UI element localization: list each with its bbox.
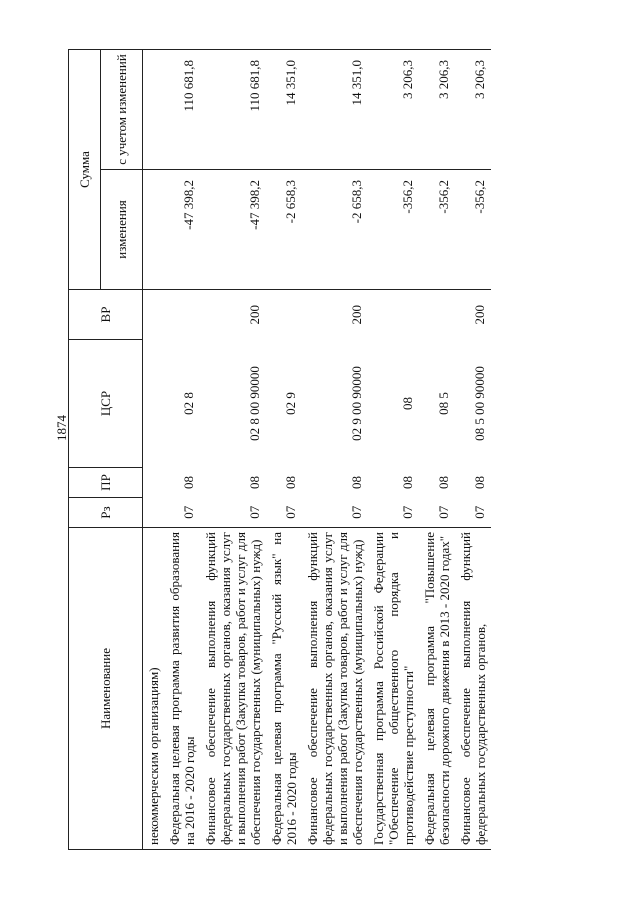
cell-change: -356,2: [368, 170, 419, 290]
cell-name: Государственная программа Российской Федерации "Обеспечение общественного порядка и противодействие преступности": [368, 528, 419, 850]
cell-change: -47 398,2: [200, 170, 266, 290]
cell-name: Федеральная целевая программа "Русский язык" на 2016 - 2020 годы: [266, 528, 302, 850]
cell-total: 3 206,3: [368, 50, 419, 170]
header-pr: ПР: [69, 468, 143, 498]
cell-vr: 200: [455, 290, 491, 340]
cell-vr: [143, 290, 165, 340]
table-row: [200, 50, 266, 850]
cell-vr: [419, 290, 455, 340]
budget-table-page: [68, 50, 583, 850]
cell-csr: 08 5: [436, 392, 451, 415]
cell-vr: 200: [302, 290, 368, 340]
cell-vr: 200: [200, 290, 266, 340]
cell-total: 3 206,3: [455, 50, 491, 170]
cell-vr: [164, 290, 200, 340]
budget-table: [68, 49, 491, 850]
header-change: изменения: [101, 170, 143, 290]
cell-csr: 02 9 00 90000: [349, 366, 364, 441]
cell-change: -356,2: [419, 170, 455, 290]
cell-pr: 08: [349, 476, 364, 489]
cell-rz: 07: [400, 505, 415, 519]
cell-pr: [143, 468, 165, 498]
cell-change: -356,2: [455, 170, 491, 290]
table-header: [69, 50, 143, 850]
table-row: [164, 50, 200, 850]
cell-csr: 08: [400, 397, 415, 410]
cell-name: некоммерческим организациям): [143, 528, 165, 850]
cell-rz: [143, 498, 165, 528]
cell-name: Федеральная целевая программа развития образования на 2016 - 2020 годы: [164, 528, 200, 850]
table-row: [302, 50, 368, 850]
cell-total: [143, 50, 165, 170]
cell-name: Финансовое обеспечение выполнения функций федеральных государственных органов,: [455, 528, 491, 850]
cell-rz: 07: [247, 505, 262, 519]
cell-total: 3 206,3: [419, 50, 455, 170]
table-body: [143, 50, 492, 850]
cell-name: Федеральная целевая программа "Повышение безопасности дорожного движения в 2013 - 2020 годах": [419, 528, 455, 850]
header-rz: Рз: [69, 498, 143, 528]
cell-pr: 08: [400, 476, 415, 489]
cell-vr: [368, 290, 419, 340]
cell-rz: 07: [472, 505, 487, 519]
table-row: [419, 50, 455, 850]
cell-rz: 07: [436, 505, 451, 519]
cell-total: 14 351,0: [266, 50, 302, 170]
cell-csr: 02 8: [181, 392, 196, 415]
cell-pr: 08: [436, 476, 451, 489]
cell-pr: 08: [181, 476, 196, 489]
table-row: [143, 50, 165, 850]
header-csr: ЦСР: [69, 340, 143, 468]
cell-total: 14 351,0: [302, 50, 368, 170]
header-vr: ВР: [69, 290, 143, 340]
cell-change: -47 398,2: [164, 170, 200, 290]
cell-csr: [143, 340, 165, 468]
cell-pr: 08: [247, 476, 262, 489]
cell-change: [143, 170, 165, 290]
cell-csr: 02 9: [283, 392, 298, 415]
table-row: [266, 50, 302, 850]
cell-rz: 07: [181, 505, 196, 519]
cell-total: 110 681,8: [164, 50, 200, 170]
cell-pr: 08: [472, 476, 487, 489]
cell-change: -2 658,3: [302, 170, 368, 290]
table-row: [455, 50, 491, 850]
cell-total: 110 681,8: [200, 50, 266, 170]
cell-rz: 07: [349, 505, 364, 519]
header-name: Наименование: [69, 528, 143, 850]
header-sum: Сумма: [69, 50, 101, 290]
table-row: [368, 50, 419, 850]
page-number: 1874: [54, 415, 69, 441]
cell-change: -2 658,3: [266, 170, 302, 290]
cell-csr: 02 8 00 90000: [247, 366, 262, 441]
cell-name: Финансовое обеспечение выполнения функций федеральных государственных органов, оказания услуг и выполнения работ (Закупка товаров, работ и услуг для обеспечения государственных (муниципальных) нужд): [302, 528, 368, 850]
cell-pr: 08: [283, 476, 298, 489]
cell-name: Финансовое обеспечение выполнения функций федеральных государственных органов, оказания услуг и выполнения работ (Закупка товаров, работ и услуг для обеспечения государственных (муниципальных) нужд): [200, 528, 266, 850]
cell-csr: 08 5 00 90000: [472, 366, 487, 441]
cell-rz: 07: [283, 505, 298, 519]
header-with-change: с учетом изменений: [101, 50, 143, 170]
cell-vr: [266, 290, 302, 340]
